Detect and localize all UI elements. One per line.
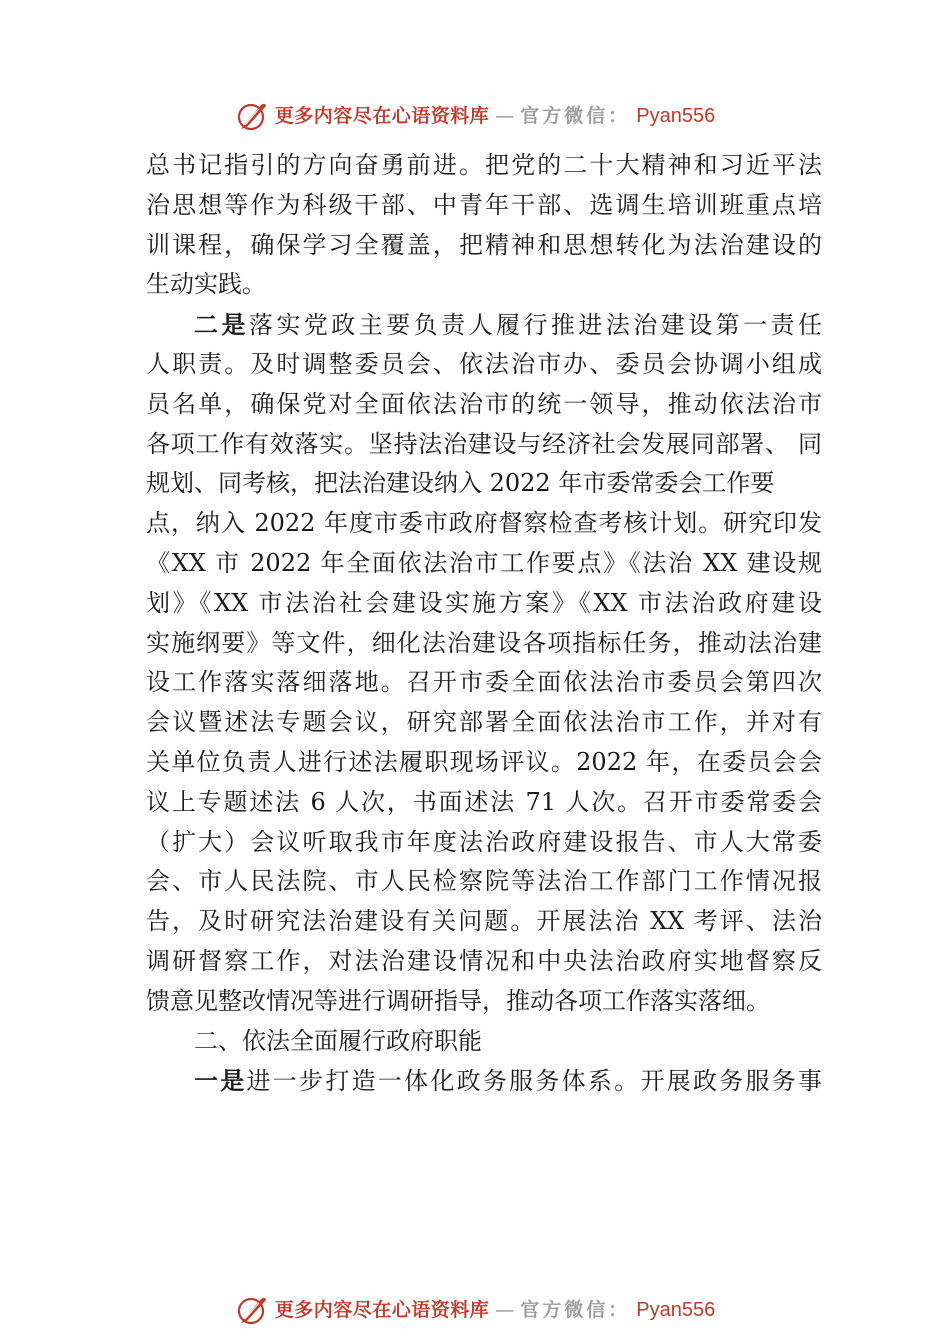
text-line: 馈意见整改情况等进行调研指导，推动各项工作落实落细。 [146, 986, 770, 1015]
text-line: 规划、同考核，把法治建设纳入 2022 年市委常委会工作要 [146, 469, 775, 498]
text-line: 人职责。及时调整委员会、依法治市办、委员会协调小组成 [146, 349, 822, 378]
text-run: 进一步打造一体化政务服务体系。开展政务服务事 [246, 1067, 822, 1096]
section-heading: 二、依法全面履行政府职能 [194, 1026, 482, 1055]
text-line: 划》《XX 市法治社会建设实施方案》《XX 市法治政府建设 [146, 588, 822, 617]
paragraph-lead: 二是 [194, 310, 249, 340]
text-line: 实施纲要》等文件，细化法治建设各项指标任务，推动法治建 [146, 628, 822, 657]
text-line: 生动实践。 [146, 270, 266, 299]
banner-site-name: 更多内容尽在心语资料库 [274, 104, 490, 127]
paragraph-two-first-line [146, 305, 822, 345]
text-line: 设工作落实落细落地。召开市委全面依法治市委员会第四次 [146, 668, 822, 697]
paragraph-three-first-line [146, 1061, 822, 1101]
text-line: 总书记指引的方向奋勇前进。把党的二十大精神和习近平法 [146, 151, 822, 179]
banner-site-name: 更多内容尽在心语资料库 [274, 1298, 490, 1321]
banner-wechat-id: Pyan556 [636, 1299, 716, 1321]
text-line: 点，纳入 2022 年度市委市政府督察检查考核计划。研究印发 [146, 509, 822, 538]
text-run: 落实党政主要负责人履行推进法治建设第一责任 [248, 311, 822, 340]
footer-banner [0, 1290, 950, 1330]
banner-dash: — [495, 104, 515, 127]
text-line: （扩大）会议听取我市年度法治政府建设报告、市人大常委 [146, 827, 822, 856]
text-line: 训课程，确保学习全覆盖，把精神和思想转化为法治建设的 [146, 230, 822, 259]
banner-dash: — [495, 1298, 515, 1321]
text-line: 告，及时研究法治建设有关问题。开展法治 XX 考评、法治 [146, 907, 822, 936]
text-line: 关单位负责人进行述法履职现场评议。2022 年，在委员会会 [146, 747, 822, 776]
text-line: 《XX 市 2022 年全面依法治市工作要点》《法治 XX 建设规 [146, 548, 822, 577]
banner-wechat-label: 官方微信： [520, 104, 631, 127]
header-banner [0, 96, 950, 136]
text-line: 员名单，确保党对全面依法治市的统一领导，推动依法治市 [146, 389, 822, 418]
text-line: 调研督察工作，对法治建设情况和中央法治政府实地督察反 [146, 946, 822, 975]
banner-wechat-label: 官方微信： [520, 1298, 631, 1321]
text-line: 治思想等作为科级干部、中青年干部、选调生培训班重点培 [146, 190, 822, 219]
document-body [146, 146, 822, 1101]
text-line: 会、市人民法院、市人民检察院等法治工作部门工作情况报 [146, 867, 822, 896]
feather-pen-logo-icon [235, 1293, 269, 1327]
text-line: 议上专题述法 6 人次，书面述法 71 人次。召开市委常委会 [146, 787, 822, 816]
feather-pen-logo-icon [235, 99, 269, 133]
text-line: 会议暨述法专题会议，研究部署全面依法治市工作，并对有 [146, 708, 822, 737]
banner-wechat-id: Pyan556 [636, 105, 716, 127]
paragraph-lead: 一是 [194, 1066, 247, 1096]
text-line: 各项工作有效落实。坚持法治建设与经济社会发展同部署、 同 [146, 429, 822, 458]
